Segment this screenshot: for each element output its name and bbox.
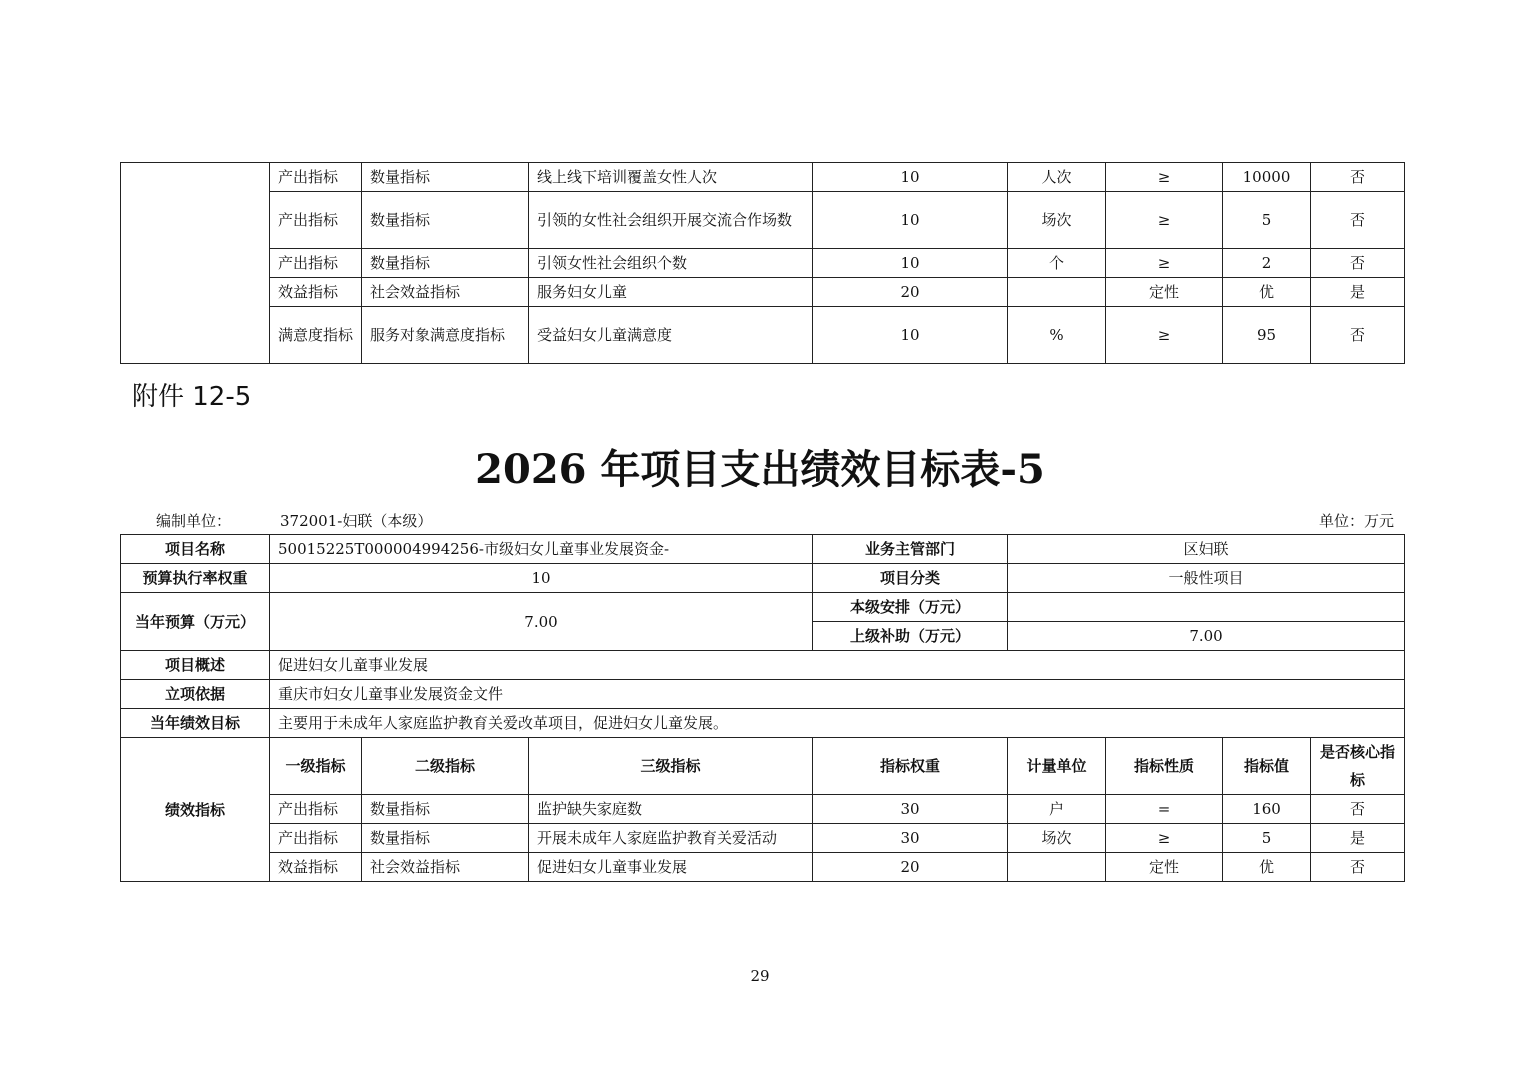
unit-cell: 户 [1008,795,1106,824]
value-cell: 5 [1223,192,1311,249]
value-cell: 2 [1223,249,1311,278]
core-cell: 否 [1311,192,1405,249]
nature-cell: ≥ [1106,824,1223,853]
core-cell: 是 [1311,824,1405,853]
page-title: 2026 年项目支出绩效目标表-5 [475,446,1045,493]
category-value: 一般性项目 [1008,564,1405,593]
project-name-label: 项目名称 [121,535,270,564]
goal-label: 当年绩效目标 [121,709,270,738]
exec-weight-value: 10 [270,564,813,593]
unit-row [120,510,1404,530]
table-row [121,564,1405,593]
table-row [121,163,1405,192]
goal-value: 主要用于未成年人家庭监护教育关爱改革项目，促进妇女儿童发展。 [270,709,1405,738]
continued-indicator-table [120,162,1405,364]
project-name-value: 50015225T000004994256-市级妇女儿童事业发展资金- [270,535,813,564]
header-level2: 二级指标 [362,738,529,795]
local-label: 本级安排（万元） [813,593,1008,622]
level3-cell: 开展未成年人家庭监护教育关爱活动 [529,824,813,853]
value-cell: 优 [1223,278,1311,307]
core-cell: 是 [1311,278,1405,307]
unit-cell: 场次 [1008,824,1106,853]
weight-cell: 20 [813,278,1008,307]
table-row [121,651,1405,680]
compiling-unit-value: 372001-妇联（本级） [280,512,433,530]
level3-cell: 监护缺失家庭数 [529,795,813,824]
level1-cell: 产出指标 [270,192,362,249]
level3-cell: 引领的女性社会组织开展交流合作场数 [529,192,813,249]
table-row [121,795,1405,824]
header-unit: 计量单位 [1008,738,1106,795]
core-cell: 否 [1311,795,1405,824]
nature-cell: 定性 [1106,853,1223,882]
page-number: 29 [750,967,770,985]
nature-cell: 定性 [1106,278,1223,307]
level1-cell: 效益指标 [270,853,362,882]
performance-target-table [120,534,1405,882]
nature-cell: = [1106,795,1223,824]
weight-cell: 10 [813,192,1008,249]
level3-cell: 服务妇女儿童 [529,278,813,307]
value-cell: 10000 [1223,163,1311,192]
superior-label: 上级补助（万元） [813,622,1008,651]
level3-cell: 线上线下培训覆盖女性人次 [529,163,813,192]
weight-cell: 10 [813,249,1008,278]
level1-cell: 产出指标 [270,163,362,192]
level1-cell: 效益指标 [270,278,362,307]
level2-cell: 社会效益指标 [362,278,529,307]
unit-cell: % [1008,307,1106,364]
nature-cell: ≥ [1106,192,1223,249]
level2-cell: 数量指标 [362,824,529,853]
dept-value: 区妇联 [1008,535,1405,564]
weight-cell: 20 [813,853,1008,882]
superior-value: 7.00 [1008,622,1405,651]
weight-cell: 30 [813,795,1008,824]
attachment-label: 附件 12-5 [132,382,252,412]
unit-cell [1008,278,1106,307]
table-row [121,192,1405,249]
basis-label: 立项依据 [121,680,270,709]
header-nature: 指标性质 [1106,738,1223,795]
basis-value: 重庆市妇女儿童事业发展资金文件 [270,680,1405,709]
level2-cell: 数量指标 [362,249,529,278]
nature-cell: ≥ [1106,163,1223,192]
header-value: 指标值 [1223,738,1311,795]
dept-label: 业务主管部门 [813,535,1008,564]
budget-value: 7.00 [270,593,813,651]
local-value [1008,593,1405,622]
header-level1: 一级指标 [270,738,362,795]
indicators-section-label: 绩效指标 [121,738,270,882]
level2-cell: 数量指标 [362,163,529,192]
table-row [121,853,1405,882]
level1-cell: 产出指标 [270,795,362,824]
table-row [121,278,1405,307]
core-cell: 否 [1311,853,1405,882]
level1-cell: 满意度指标 [270,307,362,364]
weight-cell: 30 [813,824,1008,853]
overview-value: 促进妇女儿童事业发展 [270,651,1405,680]
nature-cell: ≥ [1106,307,1223,364]
category-label: 项目分类 [813,564,1008,593]
table-row [121,307,1405,364]
core-cell: 否 [1311,307,1405,364]
level1-cell: 产出指标 [270,824,362,853]
table-row [121,709,1405,738]
exec-weight-label: 预算执行率权重 [121,564,270,593]
blank-section-cell [121,163,270,364]
table-row [121,249,1405,278]
core-cell: 否 [1311,163,1405,192]
level3-cell: 促进妇女儿童事业发展 [529,853,813,882]
unit-cell: 人次 [1008,163,1106,192]
level3-cell: 引领女性社会组织个数 [529,249,813,278]
unit-cell: 个 [1008,249,1106,278]
table-row [121,680,1405,709]
core-cell: 否 [1311,249,1405,278]
indicator-header-row [121,738,1405,795]
table-row [121,593,1405,622]
level2-cell: 社会效益指标 [362,853,529,882]
level2-cell: 数量指标 [362,192,529,249]
table-row [121,535,1405,564]
table-row [121,824,1405,853]
header-level3: 三级指标 [529,738,813,795]
value-cell: 优 [1223,853,1311,882]
overview-label: 项目概述 [121,651,270,680]
unit-cell [1008,853,1106,882]
level1-cell: 产出指标 [270,249,362,278]
unit-cell: 场次 [1008,192,1106,249]
value-cell: 95 [1223,307,1311,364]
header-core: 是否核心指标 [1311,738,1405,795]
weight-cell: 10 [813,163,1008,192]
weight-cell: 10 [813,307,1008,364]
nature-cell: ≥ [1106,249,1223,278]
value-cell: 5 [1223,824,1311,853]
level2-cell: 服务对象满意度指标 [362,307,529,364]
level2-cell: 数量指标 [362,795,529,824]
value-cell: 160 [1223,795,1311,824]
money-unit: 单位：万元 [1318,512,1394,530]
compiling-unit-label: 编制单位： [156,512,232,530]
level3-cell: 受益妇女儿童满意度 [529,307,813,364]
budget-label: 当年预算（万元） [121,593,270,651]
header-weight: 指标权重 [813,738,1008,795]
